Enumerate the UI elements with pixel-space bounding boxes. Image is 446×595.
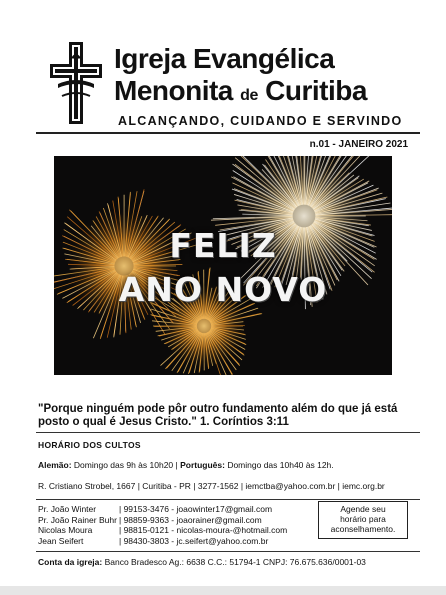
fireworks-image	[54, 156, 392, 375]
portuguese-service-label: Português:	[180, 460, 225, 470]
header-divider	[36, 132, 420, 134]
counseling-box	[318, 501, 408, 539]
pastor-contact: | 99153-3476 - joaowinter17@gmail.com	[119, 504, 273, 514]
church-name-line1: Igreja Evangélica	[114, 43, 335, 74]
pastor-name: Nicolas Moura	[38, 525, 93, 535]
pastor-name: Jean Seifert	[38, 535, 84, 546]
counseling-line: aconselhamento.	[330, 524, 396, 534]
german-service-label: Alemão:	[38, 460, 72, 470]
church-address: R. Cristiano Strobel, 1667 | Curitiba - PR | 3277-1562 | iemctba@yahoo.com.br | iemc.org.br	[38, 481, 385, 491]
verse-divider	[36, 432, 420, 433]
issue-number: n.01 - JANEIRO 2021	[309, 139, 408, 150]
tagline: ALCANÇANDO, CUIDANDO E SERVINDO	[118, 114, 403, 128]
german-service-time: Domingo das 9h às 10h20 |	[71, 460, 181, 470]
bank-details: Banco Bradesco Ag.: 6638 C.C.: 51794-1 CNPJ: 76.675.636/0001-03	[102, 557, 366, 567]
address-divider	[36, 499, 420, 500]
portuguese-service-time: Domingo das 10h40 às 12h.	[224, 460, 334, 470]
pastor-contacts	[119, 504, 287, 546]
counseling-line: horário para	[340, 514, 386, 524]
pastor-name: Pr. João Rainer Buhr	[38, 514, 117, 525]
church-name-word-curitiba: Curitiba	[265, 75, 367, 106]
pastor-name: Pr. João Winter	[38, 504, 97, 514]
bank-account	[38, 557, 366, 567]
schedule-times	[38, 460, 334, 470]
hero-headline-ano-novo: ANO NOVO	[118, 270, 328, 309]
church-logo-icon	[48, 40, 104, 126]
schedule-heading: HORÁRIO DOS CULTOS	[38, 440, 141, 450]
hero-headline-feliz: FELIZ	[169, 226, 277, 265]
church-name-line2	[114, 76, 367, 111]
bible-verse: "Porque ninguém pode pôr outro fundamento além do que já está posto o qual é Jesus Cristo." 1. Coríntios 3:11	[38, 403, 398, 428]
pastor-names	[38, 504, 117, 546]
church-name-word-de: de	[240, 87, 258, 104]
contacts-divider	[36, 551, 420, 552]
church-name-word-menonita: Menonita	[114, 75, 233, 106]
counseling-line: Agende seu	[340, 504, 386, 514]
fireworks-graphic	[54, 156, 392, 375]
bank-label: Conta da igreja:	[38, 557, 103, 567]
page-footer-bar	[0, 586, 446, 595]
pastor-contact: | 98815-0121 - nicolas-moura-@hotmail.com	[119, 525, 288, 535]
pastor-contact: | 98859-9363 - joaorainer@gmail.com	[119, 514, 262, 525]
pastor-contact: | 98430-3803 - jc.seifert@yahoo.com.br	[119, 535, 269, 546]
